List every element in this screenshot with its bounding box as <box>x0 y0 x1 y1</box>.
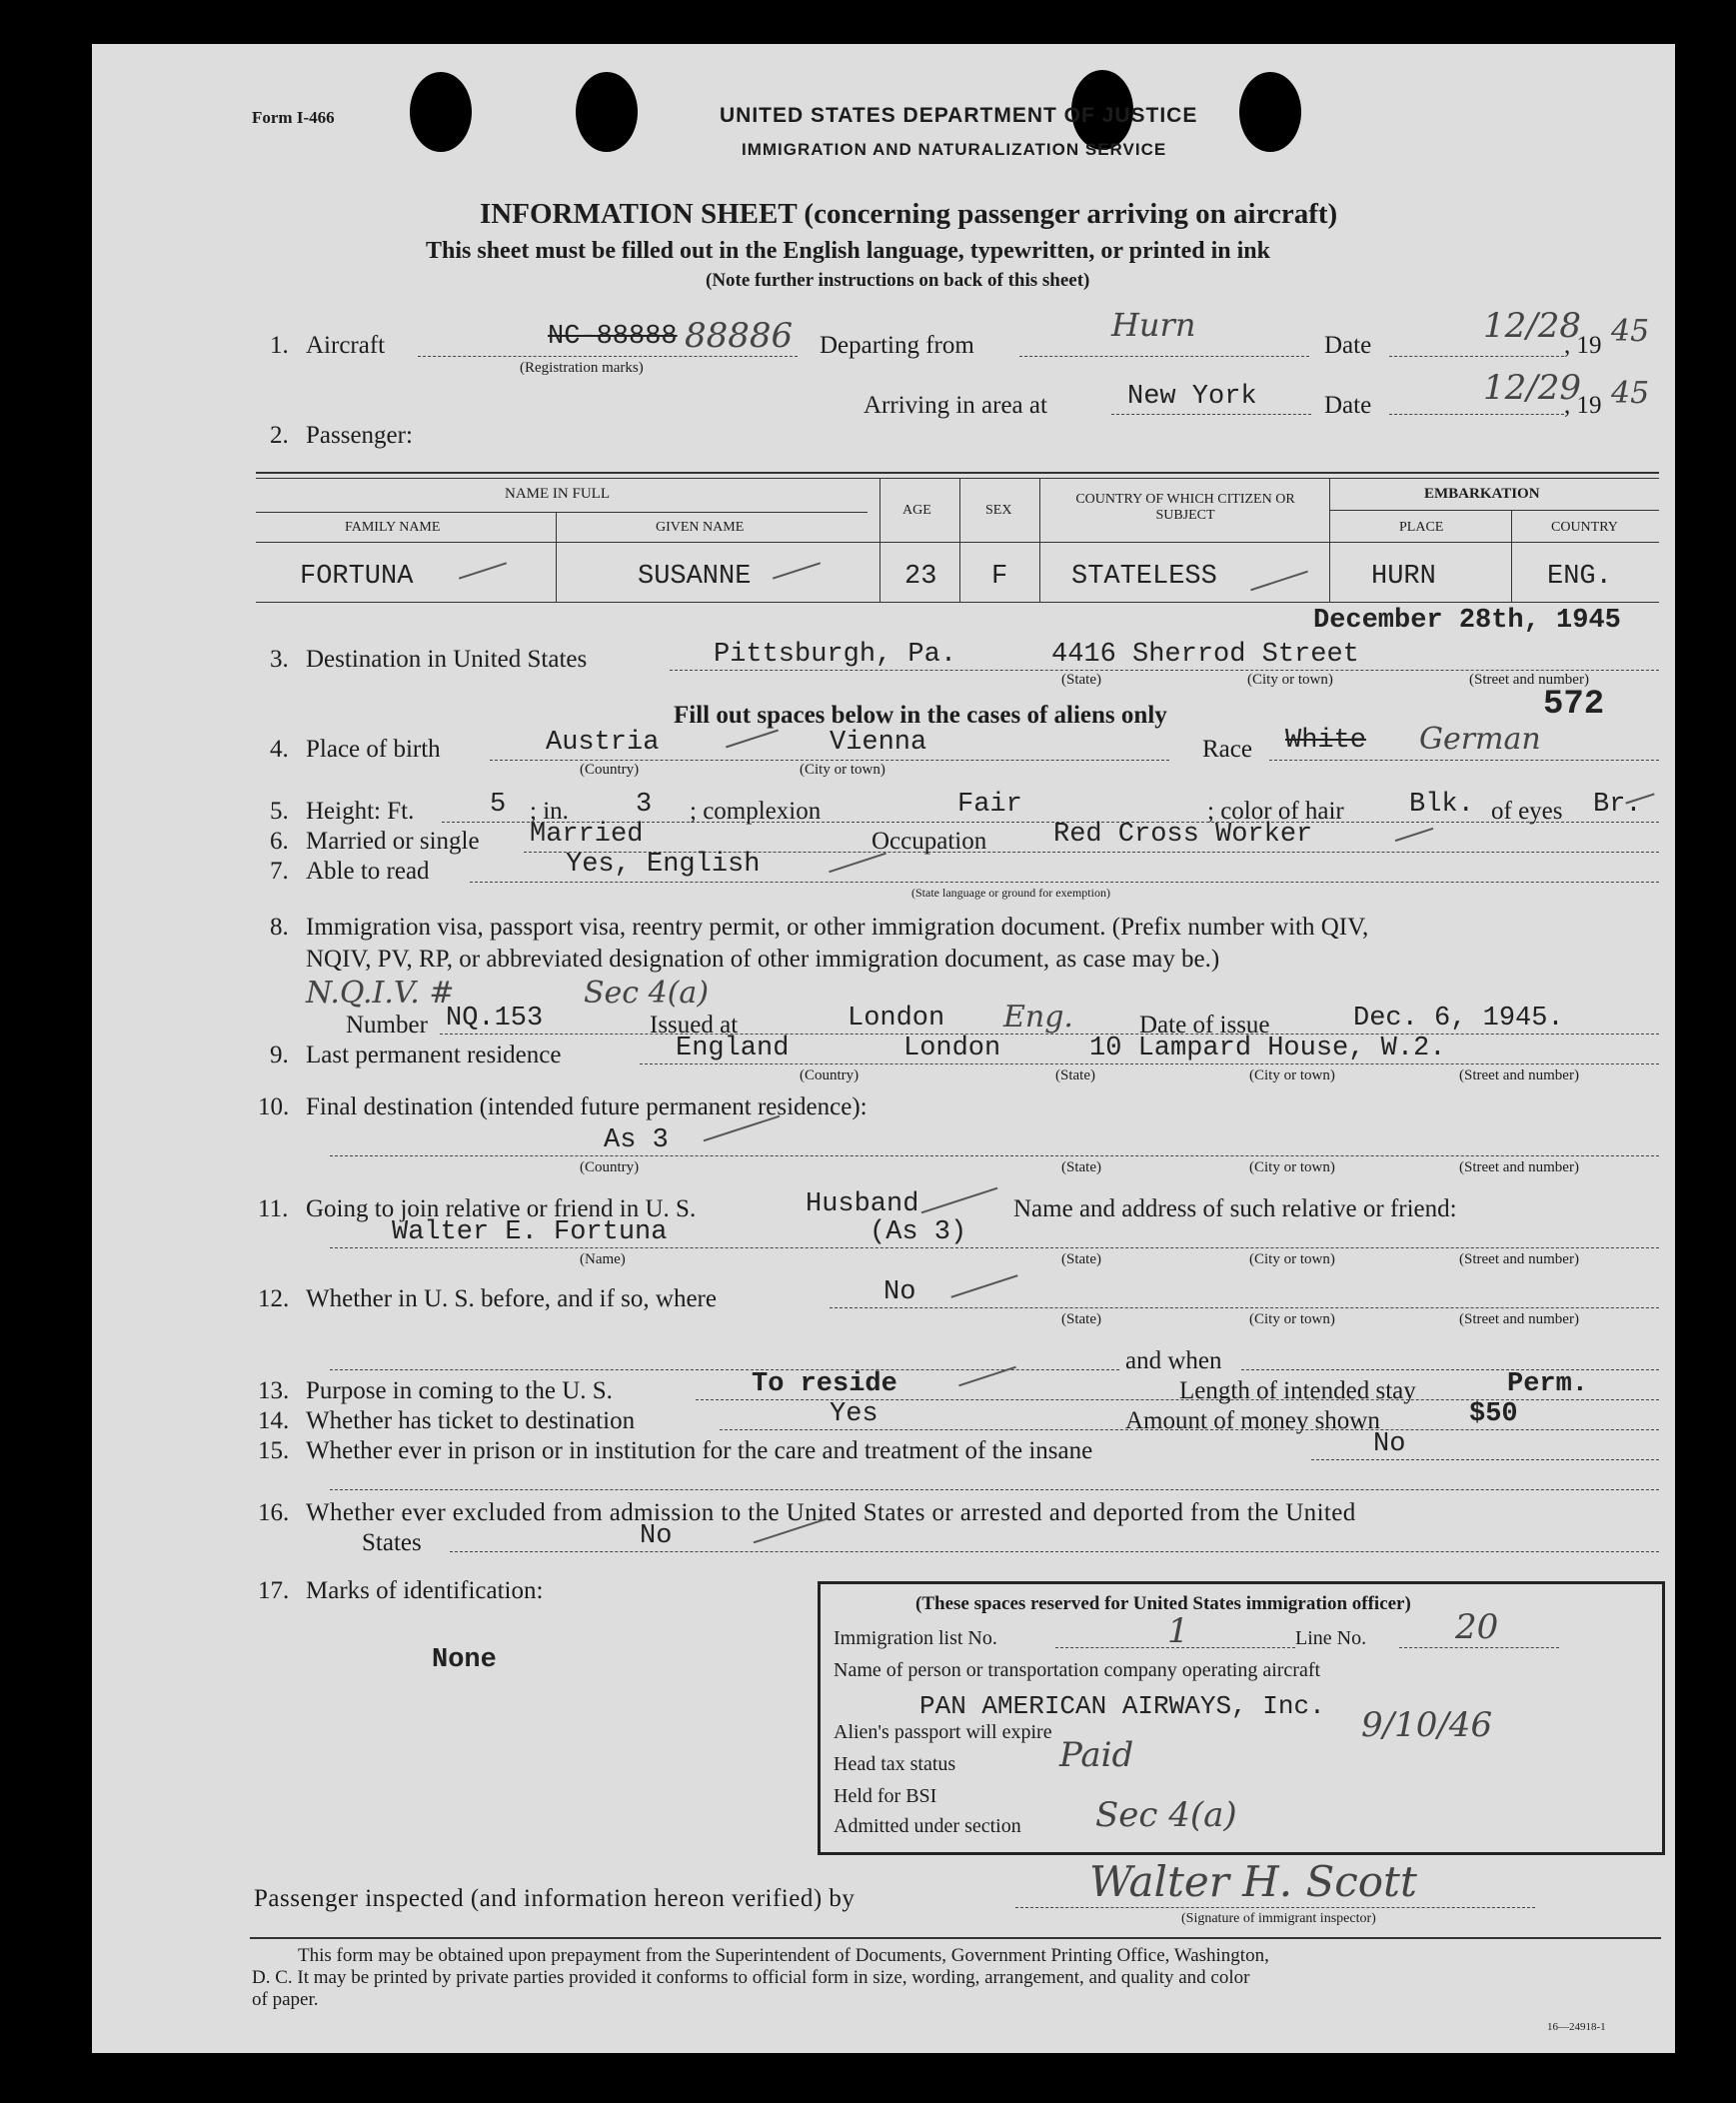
country-sublabel: (Country) <box>580 1159 640 1175</box>
head-tax-label: Head tax status <box>834 1753 956 1775</box>
street-sublabel: (Street and number) <box>1469 672 1589 688</box>
residence-country[interactable]: England <box>676 1034 790 1063</box>
city-sublabel: (City or town) <box>1249 1067 1335 1083</box>
residence-label: Last permanent residence <box>306 1042 562 1068</box>
relative-address[interactable]: (As 3) <box>869 1217 967 1247</box>
stay-label: Length of intended stay <box>1179 1377 1416 1404</box>
list-number[interactable]: 1 <box>1167 1611 1189 1651</box>
age-cell[interactable]: 23 <box>904 562 937 592</box>
footer-line-2: D. C. It may be printed by private parties provided it conforms to official form in size, wording, arrangement, and quality and color <box>252 1967 1250 1988</box>
prison-label: Whether ever in prison or in institution for the care and treatment of the insane <box>306 1437 1093 1464</box>
aircraft-registration-handwritten: 88886 <box>685 316 794 356</box>
read-sublabel: (State language or ground for exemption) <box>911 886 1110 900</box>
stay-value[interactable]: Perm. <box>1507 1369 1589 1399</box>
item-number: 9. <box>270 1042 289 1068</box>
department-name: UNITED STATES DEPARTMENT OF JUSTICE <box>720 104 1198 127</box>
form-instruction: This sheet must be filled out in the English language, typewritten, or printed in ink <box>426 238 1270 264</box>
state-sublabel: (State) <box>1061 672 1101 688</box>
country-citizen-header: COUNTRY OF WHICH CITIZEN OR SUBJECT <box>1075 492 1295 523</box>
item-number: 11. <box>258 1195 289 1222</box>
relative-name[interactable]: Walter E. Fortuna <box>392 1217 668 1247</box>
excluded-label-2: States <box>362 1529 422 1556</box>
item-number: 14. <box>258 1407 290 1434</box>
height-label: Height: Ft. <box>306 798 415 825</box>
residence-street[interactable]: 10 Lampard House, W.2. <box>1089 1034 1446 1063</box>
item-number: 1. <box>270 332 289 359</box>
name-sublabel: (Name) <box>580 1251 626 1267</box>
inches-label: ; in. <box>530 798 569 825</box>
ticket-label: Whether has ticket to destination <box>306 1407 636 1434</box>
age-header: AGE <box>902 503 931 518</box>
money-value[interactable]: $50 <box>1469 1399 1518 1429</box>
aircraft-registration[interactable]: NC-88888 <box>548 322 678 352</box>
item-number: 13. <box>258 1377 290 1404</box>
arrival-year-prefix: , 19 <box>1564 392 1602 419</box>
officer-box-header: (These spaces reserved for United States immigration officer) <box>915 1593 1411 1614</box>
marital-status[interactable]: Married <box>530 820 644 850</box>
item-number: 3. <box>270 646 289 673</box>
city-sublabel: (City or town) <box>1249 1159 1335 1175</box>
family-name-header: FAMILY NAME <box>345 520 441 535</box>
punch-hole <box>576 72 638 152</box>
country-header: COUNTRY <box>1551 520 1618 535</box>
punch-hole <box>410 72 472 152</box>
sex-header: SEX <box>985 503 1012 518</box>
service-name: IMMIGRATION AND NATURALIZATION SERVICE <box>742 140 1167 159</box>
visa-number-label: Number <box>346 1012 428 1039</box>
item-number: 16. <box>258 1499 290 1526</box>
citizenship-cell[interactable]: STATELESS <box>1071 562 1217 592</box>
height-inches[interactable]: 3 <box>636 790 653 820</box>
given-name-header: GIVEN NAME <box>656 520 745 535</box>
race-label: Race <box>1202 736 1252 763</box>
street-sublabel: (Street and number) <box>1459 1159 1579 1175</box>
given-name-cell[interactable]: SUSANNE <box>638 562 752 592</box>
eye-color[interactable]: Br. <box>1593 790 1642 820</box>
date-stamp: December 28th, 1945 <box>1313 606 1621 636</box>
relation-value[interactable]: Husband <box>806 1189 919 1219</box>
arriving-value[interactable]: New York <box>1127 382 1257 412</box>
destination-street[interactable]: 4416 Sherrod Street <box>1051 640 1359 670</box>
footer-line-3: of paper. <box>252 1989 319 2010</box>
visa-number[interactable]: NQ.153 <box>446 1004 544 1034</box>
state-sublabel: (State) <box>1061 1251 1101 1267</box>
footer-code: 16—24918-1 <box>1547 2021 1606 2033</box>
item-number: 4. <box>270 736 289 763</box>
and-when-label: and when <box>1125 1347 1222 1374</box>
city-sublabel: (City or town) <box>1249 1311 1335 1327</box>
arrival-year[interactable]: 45 <box>1611 376 1650 411</box>
ticket-value[interactable]: Yes <box>830 1399 878 1429</box>
birthplace-label: Place of birth <box>306 736 441 763</box>
country-sublabel: (Country) <box>800 1067 860 1083</box>
birth-country[interactable]: Austria <box>546 728 660 758</box>
list-number-label: Immigration list No. <box>834 1627 997 1649</box>
hair-label: ; color of hair <box>1207 798 1344 825</box>
arrival-date[interactable]: 12/29 <box>1483 368 1581 408</box>
issued-at[interactable]: London <box>848 1004 945 1034</box>
visa-prefix-handwritten: N.Q.I.V. # <box>306 976 455 1011</box>
embark-country-cell[interactable]: ENG. <box>1547 562 1612 592</box>
line-number[interactable]: 20 <box>1455 1607 1499 1647</box>
place-header: PLACE <box>1399 520 1444 535</box>
state-sublabel: (State) <box>1055 1067 1095 1083</box>
prior-visit-label: Whether in U. S. before, and if so, where <box>306 1285 717 1312</box>
passport-expire-value[interactable]: 9/10/46 <box>1361 1705 1493 1745</box>
operator-value[interactable]: PAN AMERICAN AIRWAYS, Inc. <box>919 1691 1325 1721</box>
name-in-full-header: NAME IN FULL <box>505 486 610 502</box>
city-sublabel: (City or town) <box>1249 1251 1335 1267</box>
visa-section-handwritten: Sec 4(a) <box>584 976 710 1011</box>
street-sublabel: (Street and number) <box>1459 1311 1579 1327</box>
visa-text-1: Immigration visa, passport visa, reentry permit, or other immigration document. (Prefix number with QIV, <box>306 914 1369 941</box>
birth-city[interactable]: Vienna <box>830 728 927 758</box>
arrival-date-label: Date <box>1324 392 1372 419</box>
item-number: 6. <box>270 828 289 855</box>
item-number: 12. <box>258 1285 290 1312</box>
occupation-label: Occupation <box>871 828 987 855</box>
final-destination-label: Final destination (intended future permanent residence): <box>306 1093 868 1120</box>
number-572: 572 <box>1543 686 1605 724</box>
destination-label: Destination in United States <box>306 646 588 673</box>
departing-value[interactable]: Hurn <box>1111 306 1196 344</box>
state-sublabel: (State) <box>1061 1159 1101 1175</box>
excluded-label-1: Whether ever excluded from admission to the United States or arrested and deported from the United <box>306 1499 1356 1526</box>
city-sublabel: (City or town) <box>800 762 885 778</box>
complexion-value[interactable]: Fair <box>957 790 1022 820</box>
inspector-signature: Walter H. Scott <box>1089 1857 1417 1906</box>
item-number: 17. <box>258 1577 290 1604</box>
residence-state[interactable]: London <box>903 1034 1001 1063</box>
marital-label: Married or single <box>306 828 480 855</box>
city-sublabel: (City or town) <box>1247 672 1333 688</box>
complexion-label: ; complexion <box>690 798 822 825</box>
purpose-value[interactable]: To reside <box>752 1369 897 1399</box>
departure-year[interactable]: 45 <box>1611 314 1650 349</box>
read-value[interactable]: Yes, English <box>566 850 761 880</box>
item-number: 2. <box>270 422 289 449</box>
departure-date[interactable]: 12/28 <box>1483 306 1581 346</box>
identification-label: Marks of identification: <box>306 1577 544 1604</box>
arriving-label: Arriving in area at <box>864 392 1047 419</box>
issued-country-handwritten: Eng. <box>1003 1000 1073 1035</box>
race-handwritten: German <box>1419 722 1541 757</box>
race-value[interactable]: White <box>1285 726 1367 756</box>
prior-visit-value[interactable]: No <box>883 1277 916 1307</box>
item-number: 7. <box>270 858 289 885</box>
date-label: Date <box>1324 332 1372 359</box>
issue-date[interactable]: Dec. 6, 1945. <box>1353 1004 1564 1034</box>
year-prefix: , 19 <box>1564 332 1602 359</box>
inspection-label: Passenger inspected (and information hereon verified) by <box>254 1885 856 1912</box>
height-feet[interactable]: 5 <box>490 790 507 820</box>
relative-address-label: Name and address of such relative or friend: <box>1013 1195 1457 1222</box>
read-label: Able to read <box>306 858 430 885</box>
form-title: INFORMATION SHEET (concerning passenger arriving on aircraft) <box>480 198 1338 230</box>
purpose-label: Purpose in coming to the U. S. <box>306 1377 613 1404</box>
embark-place-cell[interactable]: HURN <box>1371 562 1436 592</box>
excluded-value[interactable]: No <box>640 1521 673 1551</box>
prison-value[interactable]: No <box>1373 1429 1406 1459</box>
issued-at-label: Issued at <box>650 1012 739 1039</box>
item-number: 15. <box>258 1437 290 1464</box>
passport-expire-label: Alien's passport will expire <box>834 1721 1052 1743</box>
item-number: 10. <box>258 1093 290 1120</box>
occupation-value[interactable]: Red Cross Worker <box>1053 820 1313 850</box>
issue-date-label: Date of issue <box>1139 1012 1270 1039</box>
hair-color[interactable]: Blk. <box>1409 790 1474 820</box>
street-sublabel: (Street and number) <box>1459 1067 1579 1083</box>
aliens-only-notice: Fill out spaces below in the cases of aliens only <box>674 702 1167 729</box>
street-sublabel: (Street and number) <box>1459 1251 1579 1267</box>
section-label: Admitted under section <box>834 1815 1021 1837</box>
country-sublabel: (Country) <box>580 762 640 778</box>
item-number: 5. <box>270 798 289 825</box>
state-sublabel: (State) <box>1061 1311 1101 1327</box>
section-value[interactable]: Sec 4(a) <box>1095 1795 1237 1835</box>
form-number: Form I-466 <box>252 108 335 127</box>
money-label: Amount of money shown <box>1125 1407 1380 1434</box>
departing-label: Departing from <box>820 332 974 359</box>
bsi-label: Held for BSI <box>834 1785 937 1807</box>
identification-value[interactable]: None <box>432 1645 497 1675</box>
family-name-cell[interactable]: FORTUNA <box>300 562 414 592</box>
visa-text-2: NQIV, PV, RP, or abbreviated designation of other immigration document, as case may be.) <box>306 946 1220 973</box>
passenger-label: Passenger: <box>306 422 413 449</box>
item-number: 8. <box>270 914 289 941</box>
sex-cell[interactable]: F <box>991 562 1008 592</box>
destination-state[interactable]: Pittsburgh, Pa. <box>714 640 957 670</box>
line-number-label: Line No. <box>1295 1627 1367 1649</box>
punch-hole <box>1239 72 1301 152</box>
eyes-label: of eyes <box>1491 798 1563 825</box>
embarkation-header: EMBARKATION <box>1424 486 1540 502</box>
final-destination[interactable]: As 3 <box>604 1125 669 1155</box>
head-tax-value[interactable]: Paid <box>1059 1735 1134 1775</box>
operator-label: Name of person or transportation company operating aircraft <box>834 1659 1321 1681</box>
join-relative-label: Going to join relative or friend in U. S. <box>306 1195 697 1222</box>
aircraft-label: Aircraft <box>306 332 386 359</box>
form-note: (Note further instructions on back of this sheet) <box>706 270 1090 291</box>
signature-sublabel: (Signature of immigrant inspector) <box>1181 1911 1376 1926</box>
registration-sublabel: (Registration marks) <box>520 360 644 376</box>
footer-line-1: This form may be obtained upon prepayment from the Superintendent of Documents, Government Printing Office, Washington, <box>298 1945 1269 1966</box>
